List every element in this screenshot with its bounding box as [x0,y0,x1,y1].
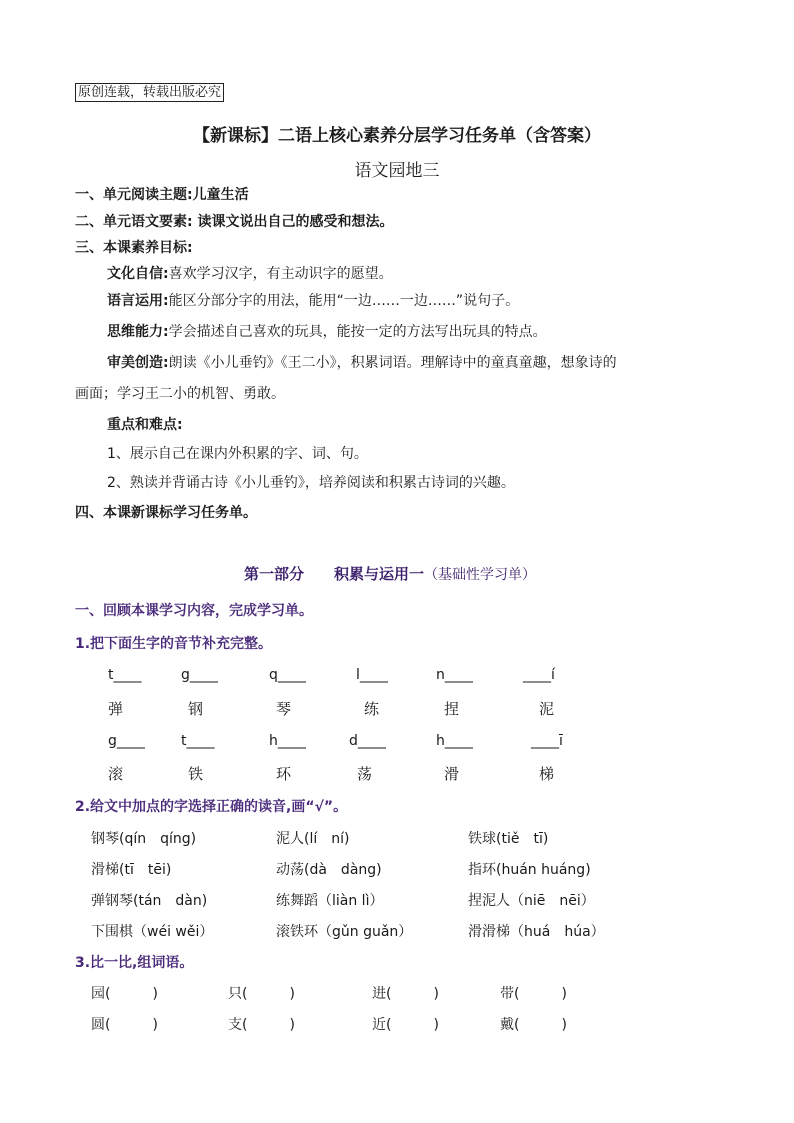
section-goals: 三、本课素养目标: [75,240,193,256]
question-intro: 一、回顾本课学习内容，完成学习单。 [75,603,313,619]
key-point-2: 2、熟读并背诵古诗《小儿垂钓》，培养阅读和积累古诗词的兴趣。 [107,475,515,491]
pinyin-blank[interactable]: t____ [181,733,215,749]
pronunciation-choice[interactable]: 指环(huán huáng) [468,862,591,878]
character: 泥 [539,700,555,718]
character: 捏 [444,700,460,718]
pronunciation-choice[interactable]: 下围棋（wéi wěi） [91,924,214,940]
goal-label: 语言运用: [107,293,169,309]
character: 弹 [108,700,124,718]
pronunciation-choice[interactable]: 弹钢琴(tán dàn) [91,893,208,909]
pronunciation-choice[interactable]: 钢琴(qín qíng) [91,831,197,847]
pronunciation-choice[interactable]: 练舞蹈（liàn lì） [276,893,384,909]
pinyin-blank[interactable]: ____í [523,667,555,683]
goal-label: 文化自信: [107,266,169,282]
pronunciation-choice[interactable]: 铁球(tiě tī) [468,831,549,847]
word-blank[interactable]: 戴( ) [500,1017,567,1033]
goal-text: 朗读《小儿垂钓》《王二小》，积累词语。理解诗中的童真童趣，想象诗的 [168,355,617,371]
goal-label: 审美创造: [107,355,169,371]
pronunciation-choice[interactable]: 滑滑梯（huá húa） [468,924,605,940]
goal-culture [107,263,393,283]
section-reading-theme: 一、单元阅读主题:儿童生活 [75,187,249,203]
pinyin-blank[interactable]: ____ī [531,733,563,749]
goal-text: 能区分部分字的用法，能用“一边……一边……”说句子。 [168,293,520,309]
part1-heading [244,563,536,584]
goal-label: 思维能力: [107,324,169,340]
key-points-label: 重点和难点: [107,417,183,433]
character: 梯 [539,765,555,783]
character: 铁 [188,765,204,783]
goal-language [107,290,519,310]
word-blank[interactable]: 支( ) [228,1017,295,1033]
goal-text: 学会描述自己喜欢的玩具，能按一定的方法写出玩具的特点。 [168,324,547,340]
pinyin-blank[interactable]: n____ [436,667,473,683]
pinyin-blank[interactable]: q____ [269,667,306,683]
word-blank[interactable]: 园( ) [91,986,158,1002]
part1-subtitle: （基础性学习单） [424,567,537,583]
q2-title: 2.给文中加点的字选择正确的读音,画“√”。 [75,799,348,815]
word-blank[interactable]: 只( ) [228,986,295,1002]
goal-aesthetic-cont: 画面；学习王二小的机智、勇敢。 [75,386,285,402]
word-blank[interactable]: 近( ) [372,1017,439,1033]
pronunciation-choice[interactable]: 泥人(lí ní) [276,831,350,847]
page-title: 【新课标】二语上核心素养分层学习任务单（含答案） [193,126,601,146]
pinyin-blank[interactable]: g____ [108,733,145,749]
pinyin-blank[interactable]: l____ [356,667,388,683]
pinyin-blank[interactable]: g____ [181,667,218,683]
word-blank[interactable]: 进( ) [372,986,439,1002]
pronunciation-choice[interactable]: 滑梯(tī tēi) [91,862,172,878]
q3-title: 3.比一比,组词语。 [75,955,194,971]
character: 滑 [444,765,460,783]
character: 滚 [108,765,124,783]
pronunciation-choice[interactable]: 滚铁环（gǔn guǎn） [276,924,413,940]
word-blank[interactable]: 带( ) [500,986,567,1002]
page-subtitle: 语文园地三 [354,161,440,181]
word-blank[interactable]: 圆( ) [91,1017,158,1033]
pinyin-blank[interactable]: d____ [349,733,386,749]
pinyin-blank[interactable]: h____ [436,733,473,749]
part1-title: 第一部分 积累与运用一 [244,565,425,583]
section-language-elements: 二、单元语文要素: 读课文说出自己的感受和想法。 [75,214,394,230]
goal-thinking [107,321,547,341]
section-task-list: 四、本课新课标学习任务单。 [75,505,257,521]
character: 琴 [276,700,292,718]
goal-text: 喜欢学习汉字，有主动识字的愿望。 [168,266,393,282]
goal-aesthetic [107,352,617,372]
q1-title: 1.把下面生字的音节补充完整。 [75,636,273,652]
pinyin-blank[interactable]: t____ [108,667,142,683]
character: 荡 [357,765,373,783]
pronunciation-choice[interactable]: 动荡(dà dàng) [276,862,382,878]
pinyin-blank[interactable]: h____ [269,733,306,749]
pronunciation-choice[interactable]: 捏泥人（niē nēi） [468,893,595,909]
character: 练 [364,700,380,718]
copyright-notice: 原创连载，转载出版必究 [75,83,224,102]
character: 环 [276,765,292,783]
key-point-1: 1、展示自己在课内外积累的字、词、句。 [107,446,368,462]
character: 钢 [188,700,204,718]
